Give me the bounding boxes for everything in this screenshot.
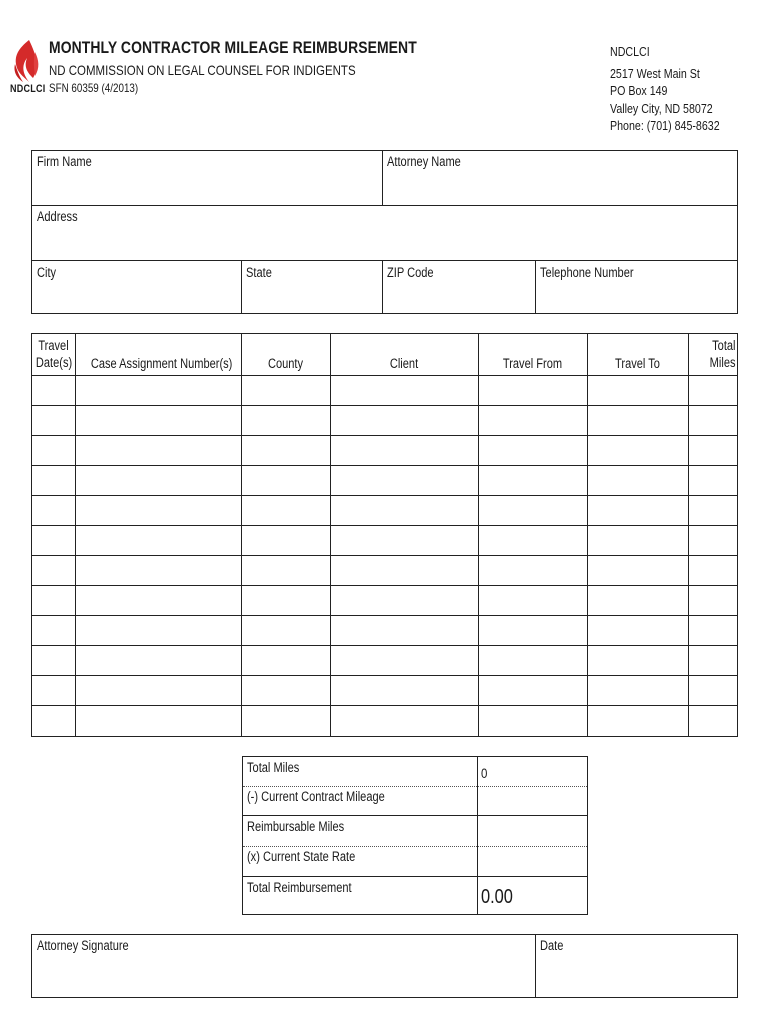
table-row bbox=[31, 375, 738, 405]
travel-date-cell[interactable] bbox=[32, 676, 75, 705]
travel-date-cell[interactable] bbox=[32, 406, 75, 435]
client-cell[interactable] bbox=[331, 646, 478, 675]
case-number-cell[interactable] bbox=[76, 706, 241, 737]
county-cell[interactable] bbox=[242, 496, 330, 525]
county-cell[interactable] bbox=[242, 646, 330, 675]
attorney-signature-field[interactable] bbox=[32, 935, 535, 997]
county-cell[interactable] bbox=[242, 676, 330, 705]
form-number: SFN 60359 (4/2013) bbox=[49, 81, 139, 95]
total-miles-cell[interactable] bbox=[689, 676, 737, 705]
travel-from-cell[interactable] bbox=[479, 526, 587, 555]
zip-field[interactable] bbox=[383, 261, 535, 313]
address-phone: Phone: (701) 845-8632 bbox=[610, 118, 720, 133]
travel-from-cell[interactable] bbox=[479, 676, 587, 705]
table-row bbox=[31, 495, 738, 525]
total-miles-cell[interactable] bbox=[689, 406, 737, 435]
address-city: Valley City, ND 58072 bbox=[610, 100, 713, 116]
client-cell[interactable] bbox=[331, 406, 478, 435]
travel-to-cell[interactable] bbox=[588, 556, 688, 585]
total-miles-label: Total Miles bbox=[247, 760, 300, 775]
case-number-cell[interactable] bbox=[76, 556, 241, 585]
address-org: NDCLCI bbox=[610, 44, 650, 59]
travel-to-cell[interactable] bbox=[588, 466, 688, 495]
case-number-cell[interactable] bbox=[76, 436, 241, 465]
travel-date-cell[interactable] bbox=[32, 616, 75, 645]
travel-date-cell[interactable] bbox=[32, 436, 75, 465]
case-number-cell[interactable] bbox=[76, 406, 241, 435]
table-row bbox=[31, 585, 738, 615]
header-travel-dates bbox=[32, 337, 75, 371]
header-from-label: Travel From bbox=[502, 356, 563, 371]
travel-to-cell[interactable] bbox=[588, 706, 688, 737]
header-miles-line1: Total bbox=[712, 338, 736, 353]
header-date-line2: Date(s) bbox=[35, 355, 73, 370]
travel-date-cell[interactable] bbox=[32, 706, 75, 737]
client-cell[interactable] bbox=[331, 676, 478, 705]
table-row bbox=[31, 615, 738, 645]
header-travel-from bbox=[478, 355, 587, 372]
total-miles-cell[interactable] bbox=[689, 376, 737, 405]
case-number-cell[interactable] bbox=[76, 676, 241, 705]
total-reimbursement-value[interactable]: 0.00 bbox=[481, 886, 513, 908]
city-field[interactable] bbox=[32, 261, 241, 313]
travel-to-cell[interactable] bbox=[588, 616, 688, 645]
address-po-box: PO Box 149 bbox=[610, 83, 668, 98]
travel-date-cell[interactable] bbox=[32, 376, 75, 405]
state-label: State bbox=[246, 265, 272, 280]
county-cell[interactable] bbox=[242, 436, 330, 465]
ndclci-logo bbox=[9, 38, 46, 98]
travel-to-cell[interactable] bbox=[588, 496, 688, 525]
table-row bbox=[31, 465, 738, 495]
total-miles-cell[interactable] bbox=[689, 586, 737, 615]
table-row bbox=[31, 435, 738, 465]
header-case-number bbox=[76, 355, 241, 372]
header-case-label: Case Assignment Number(s) bbox=[90, 356, 233, 371]
client-cell[interactable] bbox=[331, 706, 478, 737]
table-row bbox=[31, 525, 738, 555]
county-cell[interactable] bbox=[242, 406, 330, 435]
client-cell[interactable] bbox=[331, 376, 478, 405]
telephone-label: Telephone Number bbox=[540, 265, 634, 280]
table-row bbox=[31, 705, 738, 737]
header-client bbox=[330, 355, 478, 372]
travel-from-cell[interactable] bbox=[479, 466, 587, 495]
travel-from-cell[interactable] bbox=[479, 556, 587, 585]
county-cell[interactable] bbox=[242, 706, 330, 737]
header-total-miles bbox=[688, 337, 736, 371]
travel-date-cell[interactable] bbox=[32, 646, 75, 675]
travel-from-cell[interactable] bbox=[479, 646, 587, 675]
total-miles-cell[interactable] bbox=[689, 556, 737, 585]
case-number-cell[interactable] bbox=[76, 586, 241, 615]
total-miles-cell[interactable] bbox=[689, 466, 737, 495]
travel-to-cell[interactable] bbox=[588, 586, 688, 615]
client-cell[interactable] bbox=[331, 526, 478, 555]
travel-to-cell[interactable] bbox=[588, 376, 688, 405]
case-number-cell[interactable] bbox=[76, 376, 241, 405]
client-cell[interactable] bbox=[331, 496, 478, 525]
total-miles-cell[interactable] bbox=[689, 616, 737, 645]
travel-to-cell[interactable] bbox=[588, 436, 688, 465]
date-label: Date bbox=[540, 938, 564, 953]
total-miles-cell[interactable] bbox=[689, 496, 737, 525]
form-title: MONTHLY CONTRACTOR MILEAGE REIMBURSEMENT bbox=[49, 38, 417, 57]
county-cell[interactable] bbox=[242, 376, 330, 405]
reimbursable-miles-value[interactable] bbox=[478, 816, 587, 846]
total-miles-cell[interactable] bbox=[689, 436, 737, 465]
travel-from-cell[interactable] bbox=[479, 586, 587, 615]
reimbursable-miles-label: Reimbursable Miles bbox=[247, 819, 345, 834]
header-miles-line2: Miles bbox=[710, 355, 736, 370]
header-to-label: Travel To bbox=[615, 356, 660, 371]
table-row bbox=[31, 675, 738, 705]
travel-from-cell[interactable] bbox=[479, 436, 587, 465]
total-miles-cell[interactable] bbox=[689, 706, 737, 737]
travel-date-cell[interactable] bbox=[32, 496, 75, 525]
firm-name-field[interactable] bbox=[32, 151, 382, 205]
travel-to-cell[interactable] bbox=[588, 676, 688, 705]
attorney-name-label: Attorney Name bbox=[387, 154, 461, 169]
travel-to-cell[interactable] bbox=[588, 646, 688, 675]
state-field[interactable] bbox=[242, 261, 382, 313]
date-field[interactable] bbox=[536, 935, 737, 997]
flame-logo-icon bbox=[9, 38, 43, 86]
agency-name: ND COMMISSION ON LEGAL COUNSEL FOR INDIGENTS bbox=[49, 62, 356, 78]
case-number-cell[interactable] bbox=[76, 526, 241, 555]
travel-from-cell[interactable] bbox=[479, 496, 587, 525]
state-rate-input[interactable] bbox=[478, 847, 587, 876]
total-miles-value[interactable]: 0 bbox=[481, 765, 488, 781]
client-cell[interactable] bbox=[331, 436, 478, 465]
travel-from-cell[interactable] bbox=[479, 616, 587, 645]
attorney-name-field[interactable] bbox=[383, 151, 737, 205]
telephone-field[interactable] bbox=[536, 261, 737, 313]
zip-label: ZIP Code bbox=[387, 265, 434, 280]
travel-to-cell[interactable] bbox=[588, 526, 688, 555]
case-number-cell[interactable] bbox=[76, 616, 241, 645]
travel-date-cell[interactable] bbox=[32, 586, 75, 615]
city-label: City bbox=[37, 265, 57, 280]
table-row bbox=[31, 555, 738, 585]
total-reimbursement-label: Total Reimbursement bbox=[247, 880, 352, 895]
mailing-address bbox=[610, 43, 720, 135]
header-date-line1: Travel bbox=[38, 338, 69, 353]
county-cell[interactable] bbox=[242, 586, 330, 615]
travel-to-cell[interactable] bbox=[588, 406, 688, 435]
county-cell[interactable] bbox=[242, 616, 330, 645]
case-number-cell[interactable] bbox=[76, 496, 241, 525]
client-cell[interactable] bbox=[331, 616, 478, 645]
table-row bbox=[31, 645, 738, 675]
address-street: 2517 West Main St bbox=[610, 65, 700, 81]
client-cell[interactable] bbox=[331, 466, 478, 495]
state-rate-label: (x) Current State Rate bbox=[247, 849, 356, 864]
attorney-signature-label: Attorney Signature bbox=[37, 938, 129, 953]
header-county-label: County bbox=[267, 356, 304, 371]
county-cell[interactable] bbox=[242, 526, 330, 555]
header-county bbox=[241, 355, 330, 372]
logo-text: NDCLCI bbox=[10, 83, 46, 95]
travel-from-cell[interactable] bbox=[479, 376, 587, 405]
header-client-label: Client bbox=[389, 356, 419, 371]
county-cell[interactable] bbox=[242, 466, 330, 495]
firm-name-label: Firm Name bbox=[37, 154, 92, 169]
travel-date-cell[interactable] bbox=[32, 526, 75, 555]
case-number-cell[interactable] bbox=[76, 466, 241, 495]
contract-mileage-label: (-) Current Contract Mileage bbox=[247, 789, 385, 804]
header-travel-to bbox=[587, 355, 688, 372]
total-miles-cell[interactable] bbox=[689, 526, 737, 555]
travel-from-cell[interactable] bbox=[479, 706, 587, 737]
divider bbox=[243, 876, 587, 877]
total-miles-cell[interactable] bbox=[689, 646, 737, 675]
address-field[interactable] bbox=[32, 206, 737, 260]
case-number-cell[interactable] bbox=[76, 646, 241, 675]
table-row bbox=[31, 405, 738, 435]
county-cell[interactable] bbox=[242, 556, 330, 585]
address-label: Address bbox=[37, 209, 78, 224]
travel-from-cell[interactable] bbox=[479, 406, 587, 435]
contract-mileage-input[interactable] bbox=[478, 787, 587, 815]
client-cell[interactable] bbox=[331, 586, 478, 615]
client-cell[interactable] bbox=[331, 556, 478, 585]
travel-date-cell[interactable] bbox=[32, 556, 75, 585]
travel-date-cell[interactable] bbox=[32, 466, 75, 495]
